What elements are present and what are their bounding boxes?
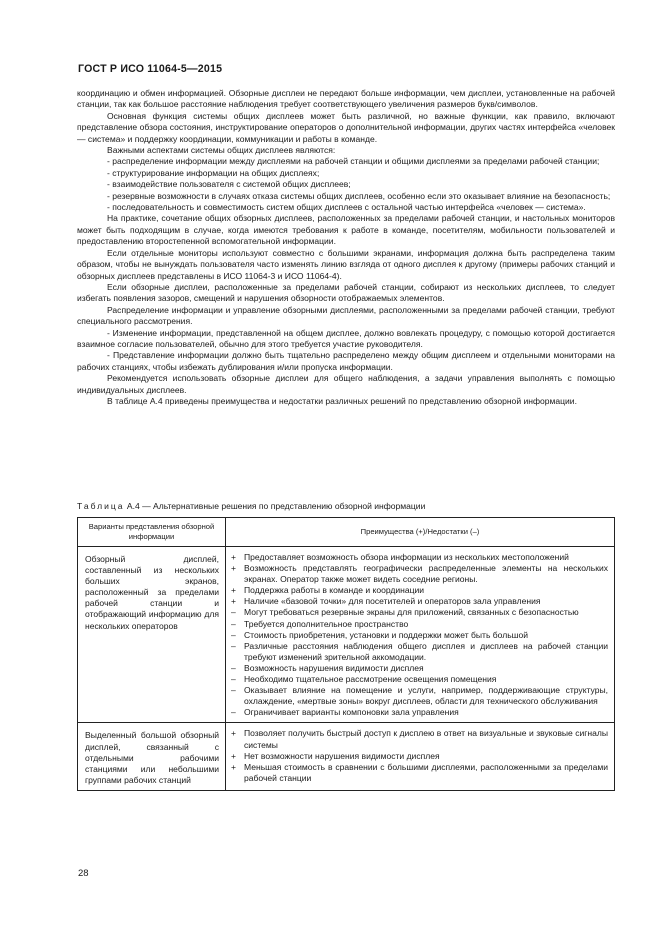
paragraph: Если отдельные мониторы используют совместно с большими экранами, информация должна быть распределена таким образом, чтобы не вынуждать пользователя часто изменять линию взгляда от одного дисплея к другому (примеры рабочих станций и обзорных дисплеев представлены в ИСО 11064-3 и ИСО 11064-4). xyxy=(77,247,615,281)
item-text: Нет возможности нарушения видимости дисплея xyxy=(244,750,440,761)
paragraph: Если обзорные дисплеи, расположенные за пределами рабочей станции, собирают из нескольких дисплеев, то следует избегать появления зазоров, смещений и нарушения обзорности отображаемых элементов. xyxy=(77,281,615,304)
item-text: Предоставляет возможность обзора информации из нескольких местоположений xyxy=(244,552,569,562)
table-row xyxy=(78,723,615,790)
pros-cons-item xyxy=(231,707,608,718)
alternatives-table xyxy=(77,517,615,791)
body-text xyxy=(77,88,615,407)
item-text: Меньшая стоимость в сравнении с большими дисплеями, расположенными за пределами рабочей станции xyxy=(244,761,608,783)
paragraph: - взаимодействие пользователя с системой общих дисплеев; xyxy=(107,179,351,190)
pros-cons-item xyxy=(231,685,608,707)
pros-cons-item xyxy=(231,619,608,630)
table-caption-text: А.4 — Альтернативные решения по представлению обзорной информации xyxy=(126,501,426,511)
paragraph: координацию и обмен информацией. Обзорные дисплеи не передают больше информации, чем дисплеи, установленные на рабочей станции, так как большое расстояние наблюдения требует соответствующего увеличения размеров букв/символов. xyxy=(77,88,615,110)
table-header-row xyxy=(78,518,615,547)
paragraph: Распределение информации и управление обзорными дисплеями, расположенными за пределами рабочей станции, требуют специального рассмотрения. xyxy=(77,304,615,327)
disadvantage-sign: – xyxy=(231,640,236,651)
pros-cons-item xyxy=(231,751,608,762)
disadvantage-sign: – xyxy=(231,607,236,618)
pros-cons-item xyxy=(231,663,608,674)
paragraph: - последовательность и совместимость систем общих дисплеев с остальной частью интерфейса «человек — система». xyxy=(107,202,586,213)
item-text: Могут требоваться резервные экраны для приложений, связанных с безопасностью xyxy=(244,607,579,618)
paragraph: Важными аспектами системы общих дисплеев являются: xyxy=(107,145,336,156)
disadvantage-sign: – xyxy=(231,707,236,718)
paragraph: На практике, сочетание общих обзорных дисплеев, расположенных за пределами рабочей станции, и настольных мониторов может быть подходящим в случае, когда имеются требования к работе в команде, посетителям, мобильности пользователей и предоставлению второстепенной вспомогательной информации. xyxy=(77,213,615,247)
table-caption xyxy=(77,501,615,512)
variant-cell: Выделенный большой обзорный дисплей, связанный с отдельными рабочими станциями или небольшими группами рабочих станций xyxy=(78,723,226,790)
item-text: Требуется дополнительное пространство xyxy=(244,618,409,629)
advantage-sign: + xyxy=(231,585,236,596)
pros-cons-item xyxy=(231,641,608,663)
pros-cons-cell xyxy=(226,547,615,723)
paragraph: - Изменение информации, представленной на общем дисплее, должно вовлекать процедуру, с помощью которой достигается взаимное согласие пользователей, обычно для этого требуется участие руководителя. xyxy=(77,327,615,349)
advantage-sign: + xyxy=(231,563,236,574)
advantage-sign: + xyxy=(231,728,236,739)
pros-cons-item xyxy=(231,674,608,685)
pros-cons-item xyxy=(231,596,608,607)
paragraph: - распределение информации между дисплеями на рабочей станции и общими дисплеями за пределами рабочей станции; xyxy=(107,156,600,167)
column-header-variants: Варианты представления обзорной информации xyxy=(78,518,226,547)
page-number: 28 xyxy=(78,868,89,879)
advantage-sign: + xyxy=(231,750,236,761)
disadvantage-sign: – xyxy=(231,685,236,696)
document-header: ГОСТ Р ИСО 11064-5—2015 xyxy=(78,63,223,75)
item-text: Возможность нарушения видимости дисплея xyxy=(244,662,424,673)
variant-cell: Обзорный дисплей, составленный из нескольких больших экранов, расположенный за пределами рабочей станции и отображающий информацию для нескольких операторов xyxy=(78,547,226,723)
item-text: Ограничивает варианты компоновки зала управления xyxy=(244,707,459,718)
disadvantage-sign: – xyxy=(231,618,236,629)
item-text: Различные расстояния наблюдения общего дисплея и дисплеев на рабочей станции требуют изменений зрительной аккомодации. xyxy=(244,640,608,662)
item-text: Позволяет получить быстрый доступ к дисплею в ответ на визуальные и звуковые сигналы системы xyxy=(244,728,608,750)
item-text: Оказывает влияние на помещение и услуги, например, поддерживающие структуры, охлаждение, «мертвые зоны» вокруг дисплеев, области для технического обслуживания xyxy=(244,685,608,707)
table-row xyxy=(78,547,615,723)
advantage-sign: + xyxy=(231,552,236,562)
paragraph: - структурирование информации на общих дисплеях; xyxy=(107,167,320,178)
item-text: Необходимо тщательное рассмотрение освещения помещения xyxy=(244,674,497,685)
paragraph: - резервные возможности в случаях отказа системы общих дисплеев, особенно если это оказывает влияние на безопасность; xyxy=(107,190,611,201)
disadvantage-sign: – xyxy=(231,629,236,640)
disadvantage-sign: – xyxy=(231,662,236,673)
pros-cons-cell xyxy=(226,723,615,790)
pros-cons-item xyxy=(231,552,608,563)
item-text: Поддержка работы в команде и координации xyxy=(244,585,425,596)
paragraph: В таблице А.4 приведены преимущества и недостатки различных решений по представлению обзорной информации. xyxy=(107,395,577,406)
advantage-sign: + xyxy=(231,761,236,772)
column-header-pros-cons: Преимущества (+)/Недостатки (–) xyxy=(226,518,615,547)
paragraph: Рекомендуется использовать обзорные дисплеи для общего наблюдения, а задачи управления выполнять с помощью индивидуальных дисплеев. xyxy=(77,373,615,395)
paragraph: Основная функция системы общих дисплеев может быть различной, но важные функции, как правило, включают представление обзора состояния, инструктирование операторов о дополнительной информации, других частях интерфейса «человек — система» и поддержку координации, коммуникации и работы в команде. xyxy=(77,110,615,144)
pros-cons-item xyxy=(231,728,608,750)
pros-cons-item xyxy=(231,607,608,618)
table-caption-label: Таблица xyxy=(77,501,125,511)
pros-cons-item xyxy=(231,630,608,641)
item-text: Стоимость приобретения, установки и поддержки может быть большой xyxy=(244,629,529,640)
pros-cons-item xyxy=(231,585,608,596)
pros-cons-item xyxy=(231,762,608,784)
pros-cons-item xyxy=(231,563,608,585)
paragraph: - Представление информации должно быть тщательно распределено между общим дисплеем и отдельными мониторами на рабочих станциях, чтобы избежать дублирования и/или пропуска информации. xyxy=(77,350,615,372)
item-text: Возможность представлять географически распределенные элементы на нескольких экранах. Оператор также может видеть соседние регионы. xyxy=(244,563,608,585)
advantage-sign: + xyxy=(231,596,236,607)
disadvantage-sign: – xyxy=(231,674,236,685)
item-text: Наличие «базовой точки» для посетителей и операторов зала управления xyxy=(244,596,541,607)
